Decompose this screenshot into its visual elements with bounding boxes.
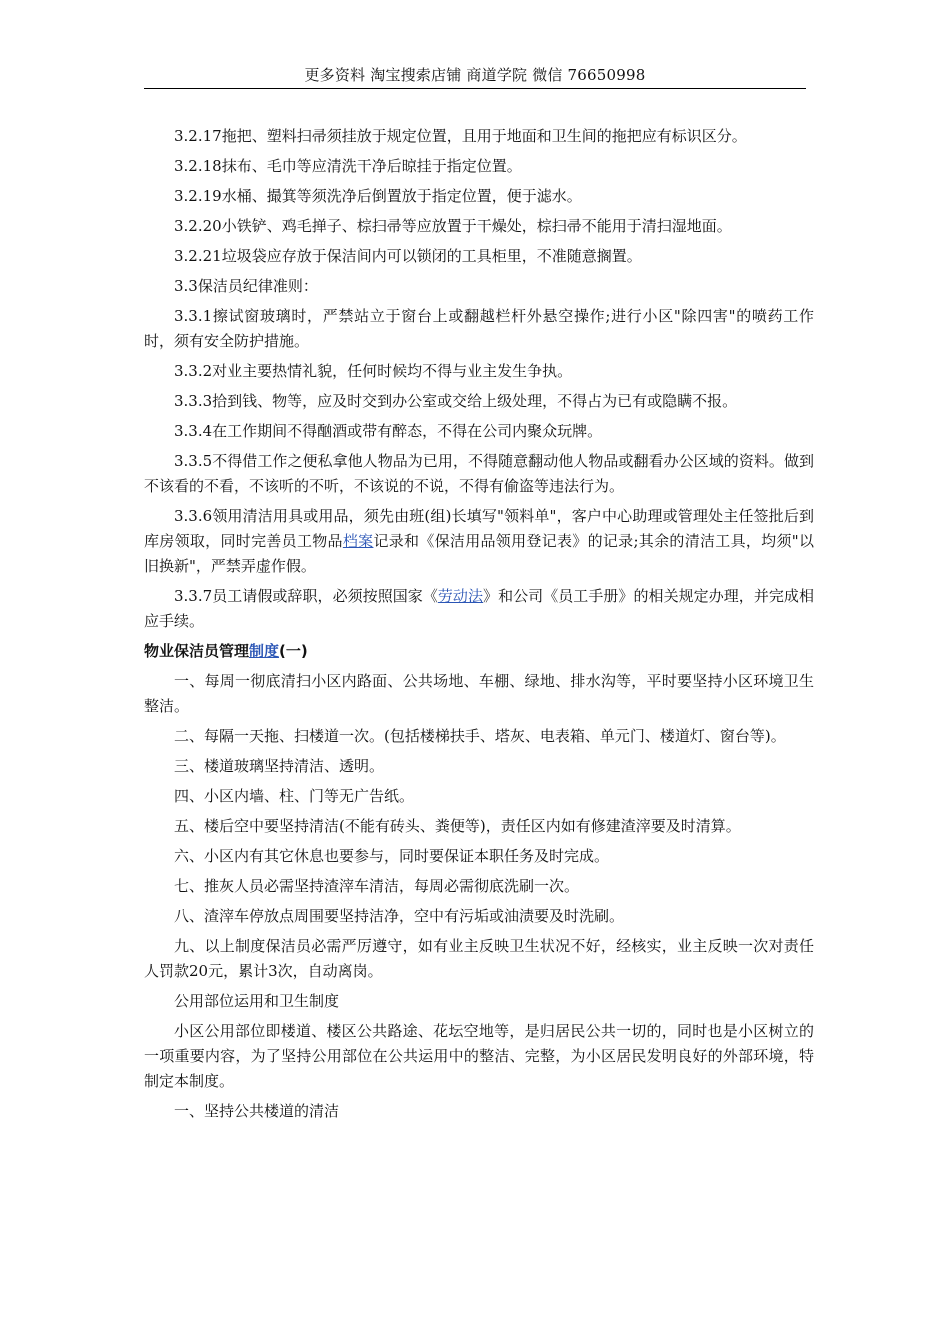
- header-text: 更多资料 淘宝搜索店铺 商道学院 微信 76650998: [304, 66, 646, 84]
- paragraph-3-3-6-text-before: 3.3.6领用清洁用具或用品，须先由班(组)长填写"领料单"，客户中心助理或管理处主任签批后到库房领取，同时完善员工物品: [144, 507, 814, 550]
- rule-4: 四、小区内墙、柱、门等无广告纸。: [174, 787, 415, 805]
- rule-9: 九、以上制度保洁员必需严厉遵守，如有业主反映卫生状况不好，经核实，业主反映一次对责任人罚款20元，累计3次，自动离岗。: [144, 937, 814, 980]
- archive-link[interactable]: 档案: [342, 532, 374, 550]
- rule-7: 七、推灰人员必需坚持渣滓车清洁，每周必需彻底洗刷一次。: [174, 877, 580, 895]
- paragraph-3-2-21: 3.2.21垃圾袋应存放于保洁间内可以锁闭的工具柜里，不准随意搁置。: [174, 247, 642, 265]
- paragraph-3-2-17: 3.2.17拖把、塑料扫帚须挂放于规定位置，且用于地面和卫生间的拖把应有标识区分。: [174, 127, 747, 145]
- paragraph-3-3-5: 3.3.5不得借工作之便私拿他人物品为已用，不得随意翻动他人物品或翻看办公区域的资料。做到不该看的不看，不该听的不听，不该说的不说，不得有偷盗等违法行为。: [144, 452, 814, 495]
- paragraph-3-2-18: 3.2.18抹布、毛巾等应清洗干净后晾挂于指定位置。: [174, 157, 522, 175]
- paragraph-3-3-1: 3.3.1擦试窗玻璃时，严禁站立于窗台上或翻越栏杆外悬空操作;进行小区"除四害"的喷药工作时，须有安全防护措施。: [144, 307, 814, 350]
- subsection-item-1: 一、坚持公共楼道的清洁: [174, 1102, 340, 1120]
- section-heading: [144, 639, 814, 664]
- paragraph-3-3-6-text-after: 记录和《保洁用品领用登记表》的记录;其余的清洁工具，均须"以旧换新"，严禁弄虚作假。: [144, 532, 814, 575]
- rule-6: 六、小区内有其它休息也要参与，同时要保证本职任务及时完成。: [174, 847, 610, 865]
- paragraph-3-3-2: 3.3.2对业主要热情礼貌，任何时候均不得与业主发生争执。: [174, 362, 573, 380]
- subsection-intro: 小区公用部位即楼道、楼区公共路途、花坛空地等，是归居民公共一切的，同时也是小区树立的一项重要内容，为了坚持公用部位在公共运用中的整洁、完整，为小区居民发明良好的外部环境，特制定本制度。: [144, 1022, 814, 1090]
- rule-5: 五、楼后空中要坚持清洁(不能有砖头、粪便等)，责任区内如有修建渣滓要及时清算。: [174, 817, 741, 835]
- subsection-title: 公用部位运用和卫生制度: [174, 992, 340, 1010]
- rule-3: 三、楼道玻璃坚持清洁、透明。: [174, 757, 385, 775]
- paragraph-3-3-3: 3.3.3拾到钱、物等，应及时交到办公室或交给上级处理，不得占为已有或隐瞒不报。: [174, 392, 738, 410]
- page-header: [144, 64, 806, 89]
- paragraph-3-2-19: 3.2.19水桶、撮箕等须洗净后倒置放于指定位置，便于滤水。: [174, 187, 582, 205]
- paragraph-3-3-6: [144, 504, 814, 579]
- paragraph-3-3: 3.3保洁员纪律准则：: [174, 277, 318, 295]
- rule-1: 一、每周一彻底清扫小区内路面、公共场地、车棚、绿地、排水沟等，平时要坚持小区环境卫生整洁。: [144, 672, 814, 715]
- paragraph-3-3-7-text-after: 》和公司《员工手册》的相关规定办理，并完成相应手续。: [144, 587, 814, 630]
- paragraph-3-3-7: [144, 584, 814, 634]
- rule-8: 八、渣滓车停放点周围要坚持洁净，空中有污垢或油渍要及时洗刷。: [174, 907, 625, 925]
- paragraph-3-3-7-text-before: 3.3.7员工请假或辞职，必须按照国家《: [174, 587, 438, 605]
- system-link[interactable]: 制度: [249, 642, 280, 660]
- rule-2: 二、每隔一天拖、扫楼道一次。(包括楼梯扶手、塔灰、电表箱、单元门、楼道灯、窗台等)。: [174, 727, 786, 745]
- labor-law-link[interactable]: 劳动法: [437, 587, 484, 605]
- section-heading-text: 物业保洁员管理: [144, 642, 250, 660]
- paragraph-3-2-20: 3.2.20小铁铲、鸡毛掸子、棕扫帚等应放置于干燥处，棕扫帚不能用于清扫湿地面。: [174, 217, 732, 235]
- section-heading-suffix: (一): [279, 642, 308, 660]
- document-body: [144, 124, 814, 1129]
- paragraph-3-3-4: 3.3.4在工作期间不得酗酒或带有醉态，不得在公司内聚众玩牌。: [174, 422, 603, 440]
